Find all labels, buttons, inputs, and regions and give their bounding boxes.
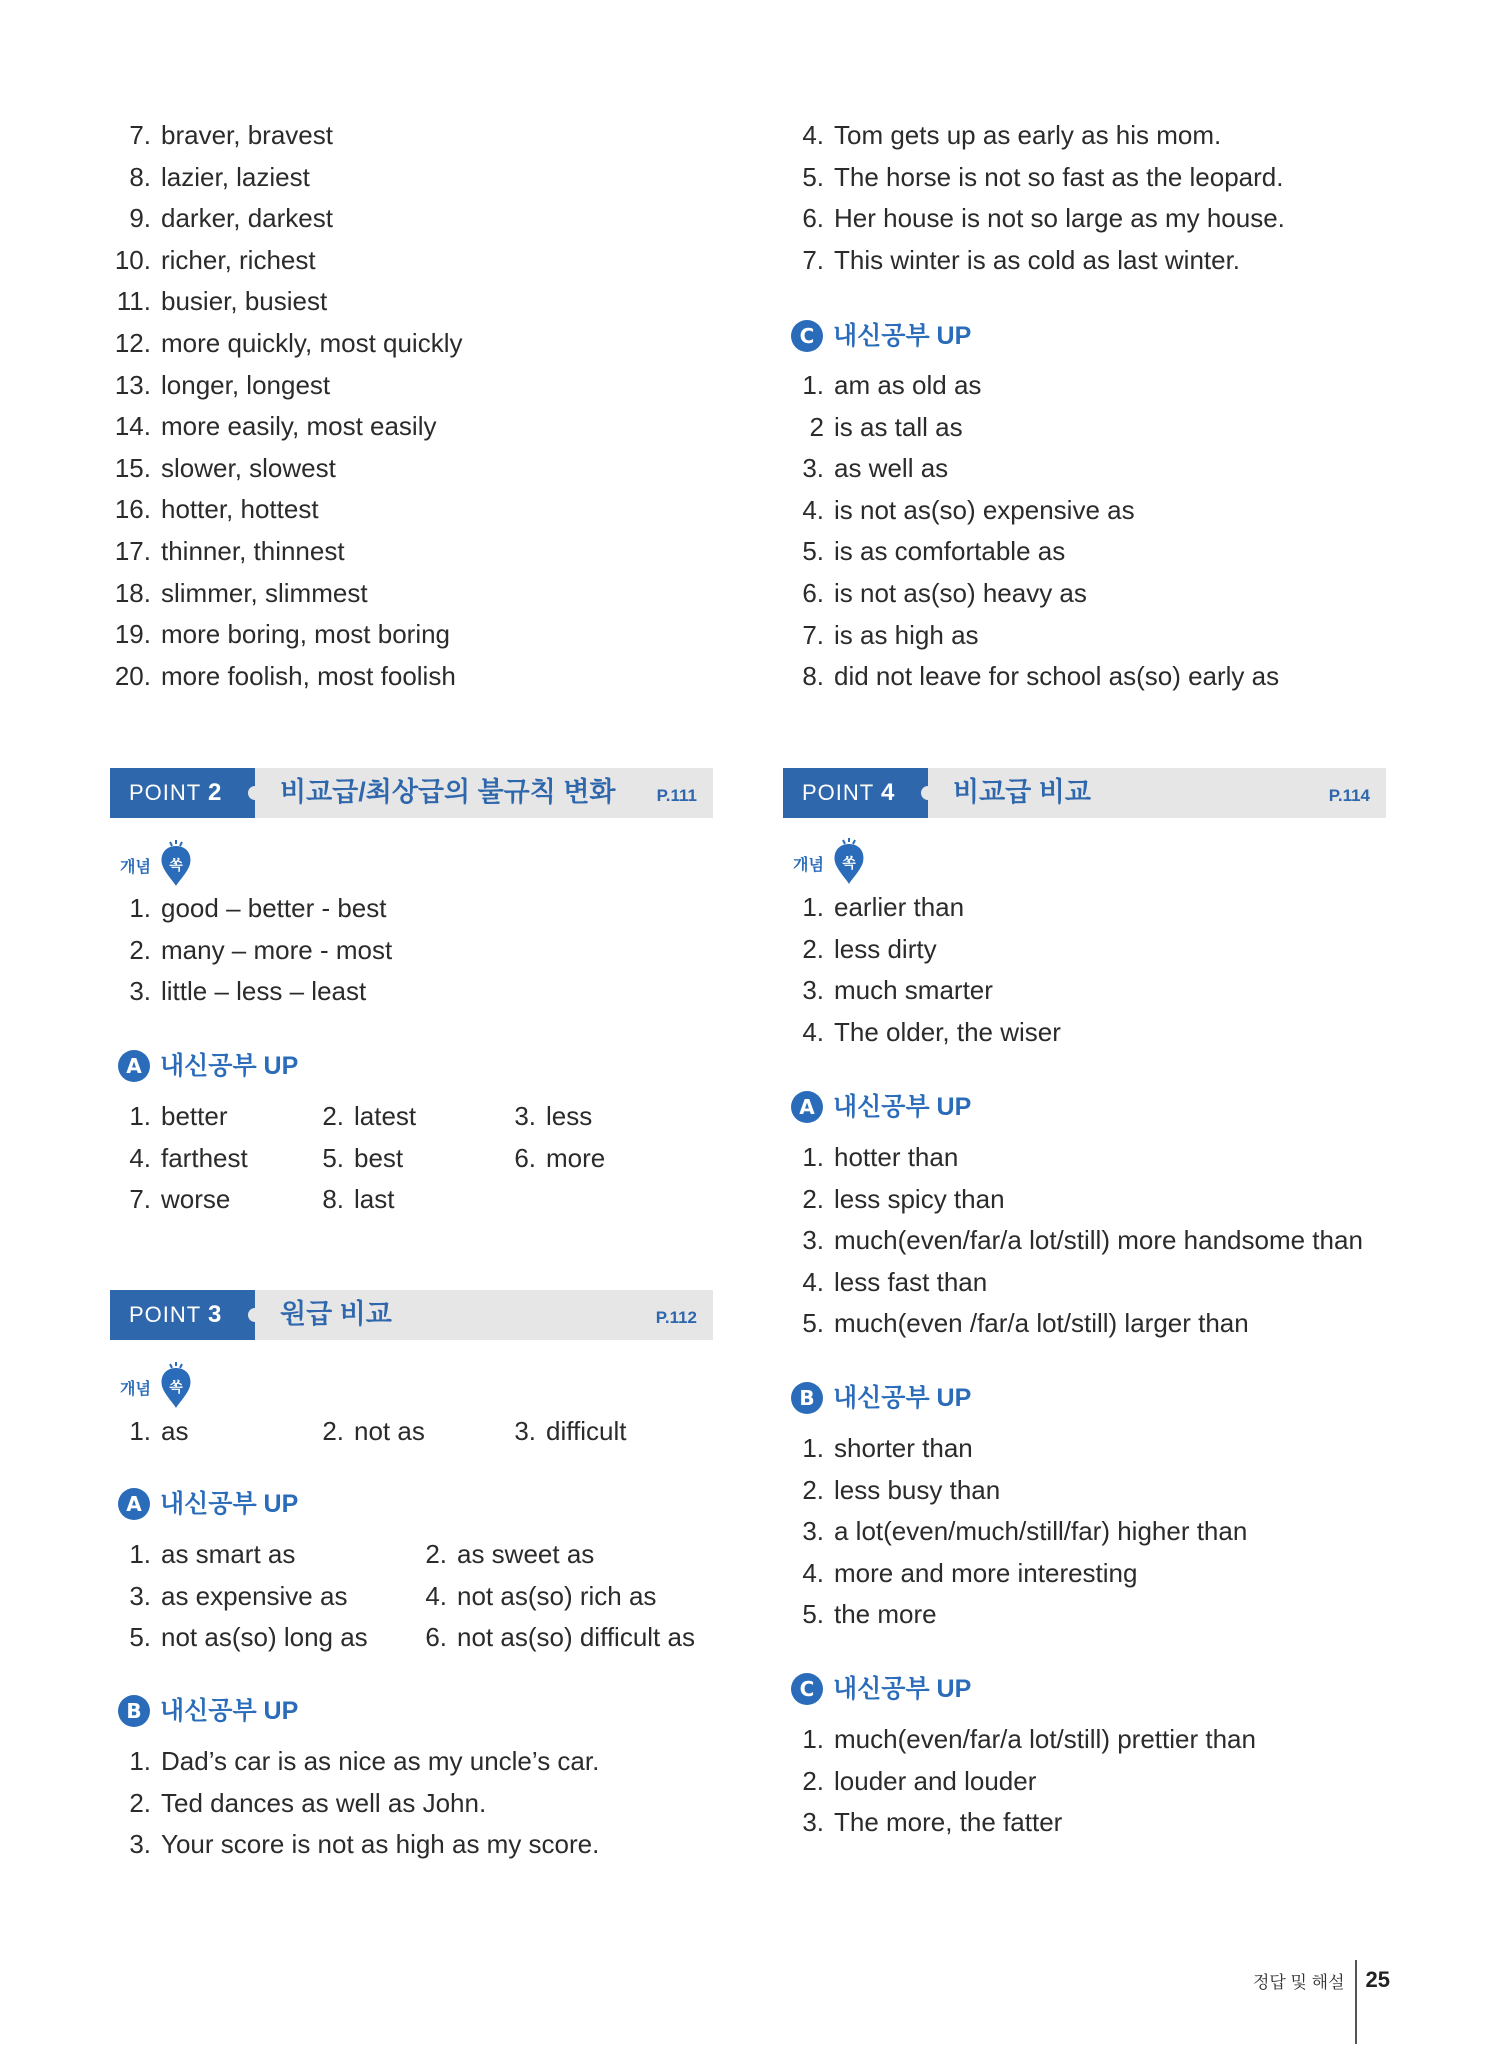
item-number: 1. <box>129 893 151 923</box>
list-item <box>783 970 1061 1012</box>
item-number: 2. <box>802 1474 824 1505</box>
answer-list <box>783 1137 1363 1345</box>
list-item <box>783 929 1061 971</box>
grid-item <box>121 1617 368 1659</box>
item-number: 7. <box>129 120 151 150</box>
section-badge: C <box>791 320 823 352</box>
item-number: 6. <box>802 577 824 608</box>
item-text: difficult <box>546 1416 627 1446</box>
answer-list <box>110 1741 599 1866</box>
grid-item <box>121 1576 347 1618</box>
page-reference: P.112 <box>655 1308 697 1327</box>
item-text: earlier than <box>834 892 965 922</box>
concept-list <box>110 888 392 1013</box>
concept-label: 개념 <box>120 1379 151 1398</box>
item-text: thinner, thinnest <box>161 535 345 566</box>
item-number: 5. <box>322 1142 344 1173</box>
list-item <box>783 1262 1363 1304</box>
subsection-heading <box>118 1484 298 1524</box>
answer-grid <box>110 1534 720 1664</box>
list-item <box>783 1012 1061 1054</box>
item-text: more quickly, most quickly <box>161 327 463 358</box>
list-item <box>110 971 392 1013</box>
item-number: 1. <box>129 1101 151 1131</box>
item-text: The more, the fatter <box>834 1807 1063 1838</box>
list-item <box>110 281 463 323</box>
item-number: 1. <box>802 1724 824 1754</box>
concept-badge-text: 쏙 <box>169 858 183 874</box>
item-text: not as(so) difficult as <box>457 1622 695 1653</box>
item-number: 2 <box>809 411 824 442</box>
concept-icon <box>791 836 881 886</box>
list-item <box>110 406 463 448</box>
grid-item <box>314 1138 403 1180</box>
list-item <box>110 888 392 930</box>
item-text: more easily, most easily <box>161 411 437 442</box>
list-item <box>110 157 463 199</box>
item-number: 4. <box>802 1266 824 1297</box>
list-item <box>783 1303 1363 1345</box>
answer-list <box>783 1719 1256 1844</box>
answer-list <box>783 1428 1247 1636</box>
item-text: much(even/far/a lot/still) prettier than <box>834 1724 1256 1754</box>
item-text: Dad’s car is as nice as my uncle’s car. <box>161 1746 600 1776</box>
item-number: 3. <box>514 1101 536 1131</box>
item-number: 1. <box>802 892 824 922</box>
list-item <box>110 489 463 531</box>
item-number: 19. <box>114 619 151 650</box>
list-item <box>110 198 463 240</box>
list-item <box>783 115 1285 157</box>
item-number: 3. <box>802 1516 824 1547</box>
item-text: shorter than <box>834 1433 973 1463</box>
concept-icon <box>118 838 208 888</box>
item-text: did not leave for school as(so) early as <box>834 661 1280 692</box>
concept-list <box>783 887 1061 1053</box>
item-number: 1. <box>129 1539 151 1569</box>
subsection-heading <box>118 1046 298 1086</box>
item-number: 3. <box>129 1580 151 1611</box>
item-number: 6. <box>425 1622 447 1653</box>
item-number: 20. <box>114 660 151 691</box>
item-number: 1. <box>802 1142 824 1172</box>
grid-item <box>314 1179 394 1221</box>
item-text: much(even /far/a lot/still) larger than <box>834 1308 1249 1339</box>
item-text: Her house is not so large as my house. <box>834 203 1285 234</box>
point-title: 원급 비교 <box>280 1299 392 1329</box>
list-item <box>783 656 1279 698</box>
item-number: 5. <box>129 1622 151 1653</box>
list-item <box>783 1761 1256 1803</box>
list-item <box>110 614 463 656</box>
item-text: less spicy than <box>834 1183 1005 1214</box>
grid-item <box>506 1138 605 1180</box>
item-text: hotter than <box>834 1142 959 1172</box>
list-item <box>783 407 1279 449</box>
item-text: lazier, laziest <box>161 161 310 192</box>
concept-icon <box>118 1360 208 1410</box>
section-badge: C <box>791 1673 823 1705</box>
item-number: 3. <box>129 1829 151 1860</box>
concept-badge-text: 쏙 <box>842 856 856 872</box>
list-item <box>110 365 463 407</box>
item-number: 9. <box>129 203 151 234</box>
item-text: best <box>354 1142 404 1173</box>
item-number: 8. <box>322 1184 344 1215</box>
subsection-label: 내신공부 UP <box>833 1093 972 1121</box>
item-text: much smarter <box>834 975 993 1006</box>
page-number: 25 <box>1365 1967 1390 1992</box>
item-text: darker, darkest <box>161 203 333 234</box>
list-item <box>783 1470 1247 1512</box>
list-item <box>783 573 1279 615</box>
item-number: 1. <box>129 1746 151 1776</box>
list-item <box>110 930 392 972</box>
item-text: slimmer, slimmest <box>161 577 368 608</box>
item-number: 3. <box>802 1807 824 1838</box>
subsection-label: 내신공부 UP <box>833 322 972 350</box>
list-item <box>110 448 463 490</box>
answer-list <box>783 365 1279 698</box>
item-text: better <box>161 1101 228 1131</box>
item-text: Tom gets up as early as his mom. <box>834 120 1222 150</box>
list-item <box>783 1179 1363 1221</box>
list-item <box>783 157 1285 199</box>
list-item <box>783 490 1279 532</box>
list-item <box>110 1741 599 1783</box>
list-item <box>783 1553 1247 1595</box>
item-text: worse <box>161 1184 231 1215</box>
item-text: not as(so) long as <box>161 1622 368 1653</box>
grid-item <box>121 1534 295 1576</box>
item-text: slower, slowest <box>161 452 336 483</box>
item-number: 15. <box>114 452 151 483</box>
grid-item <box>121 1179 230 1221</box>
list-item <box>783 1511 1247 1553</box>
item-number: 17. <box>114 535 151 566</box>
item-number: 4. <box>802 1557 824 1588</box>
footer-label: 정답 및 해설 <box>1252 1972 1345 1992</box>
list-item <box>783 448 1279 490</box>
list-item <box>783 365 1279 407</box>
item-text: last <box>354 1184 395 1215</box>
grid-item <box>417 1617 695 1659</box>
item-number: 2. <box>802 1765 824 1796</box>
subsection-label: 내신공부 UP <box>160 1490 299 1518</box>
item-number: 2. <box>425 1539 447 1569</box>
section-badge: B <box>118 1695 150 1727</box>
item-number: 5. <box>802 1599 824 1630</box>
item-number: 2. <box>802 933 824 964</box>
grid-item <box>417 1576 656 1618</box>
answer-grid <box>110 1096 720 1226</box>
item-number: 5. <box>802 1308 824 1339</box>
list-item <box>110 531 463 573</box>
list-item <box>783 198 1285 240</box>
item-text: little – less – least <box>161 976 367 1007</box>
concept-grid <box>110 1411 720 1456</box>
section-badge: B <box>791 1382 823 1414</box>
subsection-heading <box>791 316 971 356</box>
subsection-heading <box>791 1669 971 1709</box>
list-item <box>783 1428 1247 1470</box>
item-number: 18. <box>114 577 151 608</box>
item-text: less dirty <box>834 933 937 964</box>
list-item <box>110 115 463 157</box>
item-number: 4. <box>802 1016 824 1047</box>
item-text: less busy than <box>834 1474 1001 1505</box>
subsection-heading <box>791 1087 971 1127</box>
answer-list <box>110 115 463 697</box>
item-number: 8. <box>129 161 151 192</box>
item-text: latest <box>354 1101 417 1131</box>
item-number: 3. <box>129 976 151 1007</box>
item-text: is as comfortable as <box>834 536 1066 567</box>
item-text: is not as(so) heavy as <box>834 577 1087 608</box>
item-number: 10. <box>114 244 151 275</box>
item-number: 2. <box>322 1101 344 1131</box>
point-4-header <box>783 768 1386 818</box>
item-text: more foolish, most foolish <box>161 660 456 691</box>
item-text: good – better - best <box>161 893 387 923</box>
item-text: more and more interesting <box>834 1557 1138 1588</box>
item-number: 16. <box>114 494 151 525</box>
item-text: as <box>161 1416 189 1446</box>
item-text: farthest <box>161 1142 248 1173</box>
subsection-label: 내신공부 UP <box>833 1675 972 1703</box>
item-text: am as old as <box>834 370 982 400</box>
item-text: This winter is as cold as last winter. <box>834 244 1241 275</box>
list-item <box>783 1594 1247 1636</box>
item-text: less fast than <box>834 1266 988 1297</box>
item-text: much(even/far/a lot/still) more handsome than <box>834 1225 1363 1256</box>
item-text: hotter, hottest <box>161 494 319 525</box>
list-item <box>783 240 1285 282</box>
point-tag: POINT 4 <box>783 768 928 818</box>
item-number: 7. <box>129 1184 151 1215</box>
item-text: The horse is not so fast as the leopard. <box>834 161 1284 192</box>
grid-item <box>121 1138 248 1180</box>
list-item <box>783 1802 1256 1844</box>
item-number: 4. <box>425 1580 447 1611</box>
item-number: 1. <box>802 370 824 400</box>
page-reference: P.111 <box>656 786 697 805</box>
item-text: is not as(so) expensive as <box>834 494 1135 525</box>
item-number: 4. <box>129 1142 151 1173</box>
item-number: 3. <box>802 1225 824 1256</box>
item-text: richer, richest <box>161 244 316 275</box>
point-2-header <box>110 768 713 818</box>
item-text: as expensive as <box>161 1580 348 1611</box>
point-title: 비교급/최상급의 불규칙 변화 <box>280 777 616 807</box>
item-text: not as(so) rich as <box>457 1580 657 1611</box>
list-item <box>110 323 463 365</box>
item-text: is as tall as <box>834 411 963 442</box>
item-text: a lot(even/much/still/far) higher than <box>834 1516 1248 1547</box>
item-number: 14. <box>114 411 151 442</box>
grid-item <box>417 1534 594 1576</box>
concept-badge-text: 쏙 <box>169 1380 183 1396</box>
list-item <box>110 1824 599 1866</box>
grid-item <box>121 1096 228 1138</box>
item-number: 1. <box>129 1416 151 1446</box>
item-number: 5. <box>802 161 824 192</box>
grid-item <box>121 1411 188 1453</box>
concept-label: 개념 <box>120 857 151 876</box>
list-item <box>783 615 1279 657</box>
item-text: less <box>546 1101 593 1131</box>
list-item <box>783 1137 1363 1179</box>
subsection-heading <box>791 1378 971 1418</box>
item-text: many – more - most <box>161 934 393 965</box>
subsection-label: 내신공부 UP <box>160 1697 299 1725</box>
point-title: 비교급 비교 <box>953 777 1091 807</box>
list-item <box>110 240 463 282</box>
page-reference: P.114 <box>1328 786 1370 805</box>
section-badge: A <box>118 1488 150 1520</box>
answer-list <box>783 115 1285 281</box>
item-number: 2. <box>802 1183 824 1214</box>
point-tag: POINT 2 <box>110 768 255 818</box>
item-number: 6. <box>802 203 824 234</box>
item-text: not as <box>354 1416 425 1446</box>
item-text: The older, the wiser <box>834 1016 1061 1047</box>
item-number: 1. <box>802 1433 824 1463</box>
item-text: as sweet as <box>457 1539 595 1569</box>
item-text: longer, longest <box>161 369 331 400</box>
list-item <box>110 1783 599 1825</box>
list-item <box>783 531 1279 573</box>
item-text: as smart as <box>161 1539 296 1569</box>
list-item <box>110 573 463 615</box>
item-number: 8. <box>802 661 824 692</box>
item-text: busier, busiest <box>161 286 328 317</box>
item-number: 12. <box>114 327 151 358</box>
list-item <box>783 1220 1363 1262</box>
item-number: 2. <box>129 1787 151 1818</box>
item-text: louder and louder <box>834 1765 1037 1796</box>
item-text: Your score is not as high as my score. <box>161 1829 600 1860</box>
item-number: 6. <box>514 1142 536 1173</box>
grid-item <box>314 1096 416 1138</box>
item-text: as well as <box>834 453 949 484</box>
concept-label: 개념 <box>793 855 824 874</box>
list-item <box>110 656 463 698</box>
item-number: 3. <box>802 453 824 484</box>
item-number: 7. <box>802 619 824 650</box>
item-text: more boring, most boring <box>161 619 451 650</box>
subsection-label: 내신공부 UP <box>160 1052 299 1080</box>
grid-item <box>506 1411 626 1453</box>
item-text: braver, bravest <box>161 120 333 150</box>
section-badge: A <box>118 1050 150 1082</box>
page-footer <box>1253 1960 1390 2000</box>
subsection-label: 내신공부 UP <box>833 1384 972 1412</box>
item-text: Ted dances as well as John. <box>161 1787 487 1818</box>
item-number: 3. <box>802 975 824 1006</box>
subsection-heading <box>118 1691 298 1731</box>
footer-divider <box>1355 1960 1357 2044</box>
list-item <box>783 887 1061 929</box>
item-text: the more <box>834 1599 937 1630</box>
list-item <box>783 1719 1256 1761</box>
item-number: 4. <box>802 120 824 150</box>
point-tag: POINT 3 <box>110 1290 255 1340</box>
item-number: 2. <box>322 1416 344 1446</box>
section-badge: A <box>791 1091 823 1123</box>
item-number: 11. <box>116 286 151 317</box>
item-number: 2. <box>129 934 151 965</box>
item-number: 4. <box>802 494 824 525</box>
item-text: is as high as <box>834 619 979 650</box>
point-3-header <box>110 1290 713 1340</box>
grid-item <box>314 1411 425 1453</box>
item-number: 3. <box>514 1416 536 1446</box>
item-number: 5. <box>802 536 824 567</box>
item-number: 7. <box>802 244 824 275</box>
item-number: 13. <box>114 369 151 400</box>
grid-item <box>506 1096 592 1138</box>
item-text: more <box>546 1142 606 1173</box>
